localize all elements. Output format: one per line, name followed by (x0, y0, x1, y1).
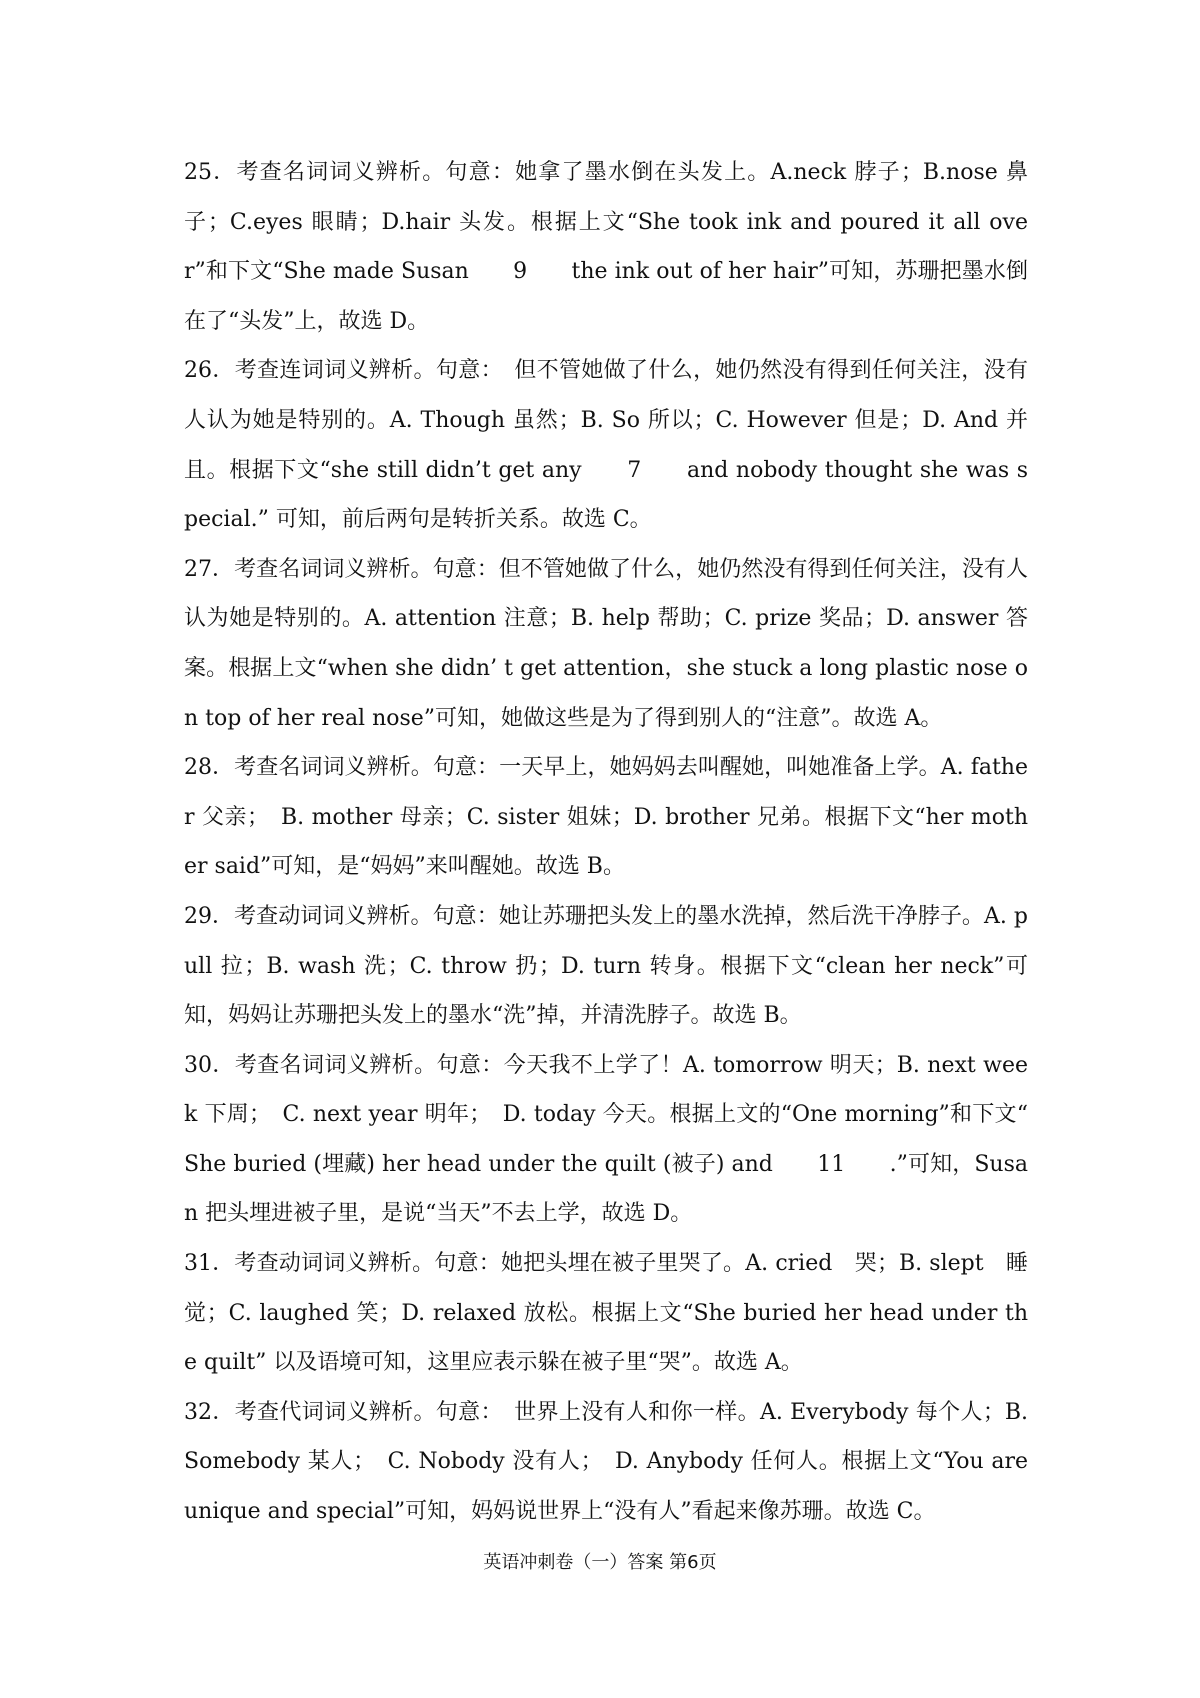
explanation-text: 考查连词词义辨析。句意： 但不管她做了什么，她仍然没有得到任何关注，没有人认为她是特别的。A. Though 虽然；B. So 所以；C. However 但是；D. And 并且。根据下文“she still didn’t get any 7 and nobody thought she was special.” 可知，前后两句是转折关系。故选 C。 (184, 358, 1028, 533)
question-number: 32． (184, 1399, 235, 1425)
question-number: 26． (184, 358, 235, 384)
explanation-30 (184, 1041, 1028, 1239)
explanation-32 (184, 1388, 1028, 1537)
explanation-text: 考查名词词义辨析。句意：一天早上，她妈妈去叫醒她，叫她准备上学。A. father 父亲； B. mother 母亲；C. sister 姐妹；D. brother 兄弟。根据下文“her mother said”可知，是“妈妈”来叫醒她。故选 B。 (184, 755, 1028, 880)
explanation-31 (184, 1239, 1028, 1388)
explanation-25 (184, 148, 1028, 346)
question-number: 25． (184, 160, 237, 185)
explanation-27 (184, 545, 1028, 743)
explanation-text: 考查动词词义辨析。句意：她把头埋在被子里哭了。A. cried 哭；B. slept 睡觉；C. laughed 笑；D. relaxed 放松。根据上文“She buried her head under the quilt” 以及语境可知，这里应表示躲在被子里“哭”。故选 A。 (184, 1251, 1028, 1376)
question-number: 29． (184, 903, 235, 929)
question-number: 30． (184, 1052, 235, 1078)
question-number: 31． (184, 1251, 235, 1277)
answer-explanations (184, 148, 1028, 1537)
explanation-29 (184, 892, 1028, 1041)
explanation-text: 考查名词词义辨析。句意：今天我不上学了！A. tomorrow 明天；B. next week 下周； C. next year 明年； D. today 今天。根据上文的“One morning”和下文“ She buried (埋藏) her head under the quilt (被子) and 11 .”可知，Susan 把头埋进被子里，是说“当天”不去上学，故选 D。 (184, 1052, 1028, 1227)
explanation-text: 考查名词词义辨析。句意：但不管她做了什么，她仍然没有得到任何关注，没有人认为她是特别的。A. attention 注意；B. help 帮助；C. prize 奖品；D. answer 答案。根据上文“when she didn’ t get attention，she stuck a long plastic nose on top of her real nose”可知，她做这些是为了得到别人的“注意”。故选 A。 (184, 556, 1028, 731)
question-number: 28． (184, 755, 235, 781)
explanation-26 (184, 346, 1028, 544)
explanation-text: 考查代词词义辨析。句意： 世界上没有人和你一样。A. Everybody 每个人；B. Somebody 某人； C. Nobody 没有人； D. Anybody 任何人。根据上文“You are unique and special”可知，妈妈说世界上“没有人”看起来像苏珊。故选 C。 (184, 1399, 1028, 1525)
explanation-text: 考查动词词义辨析。句意：她让苏珊把头发上的墨水洗掉，然后洗干净脖子。A. pull 拉；B. wash 洗；C. throw 扔；D. turn 转身。根据下文“clean her neck”可知，妈妈让苏珊把头发上的墨水“洗”掉，并清洗脖子。故选 B。 (184, 903, 1028, 1029)
explanation-28 (184, 743, 1028, 892)
question-number: 27． (184, 556, 235, 582)
page-footer: 英语冲刺卷（一）答案 第6页 (483, 1552, 717, 1573)
explanation-text: 考查名词词义辨析。句意：她拿了墨水倒在头发上。A.neck 脖子；B.nose 鼻子；C.eyes 眼睛；D.hair 头发。根据上文“She took ink and poured it all over”和下文“She made Susan 9 the ink out of her hair”可知，苏珊把墨水倒在了“头发”上，故选 D。 (184, 160, 1028, 334)
